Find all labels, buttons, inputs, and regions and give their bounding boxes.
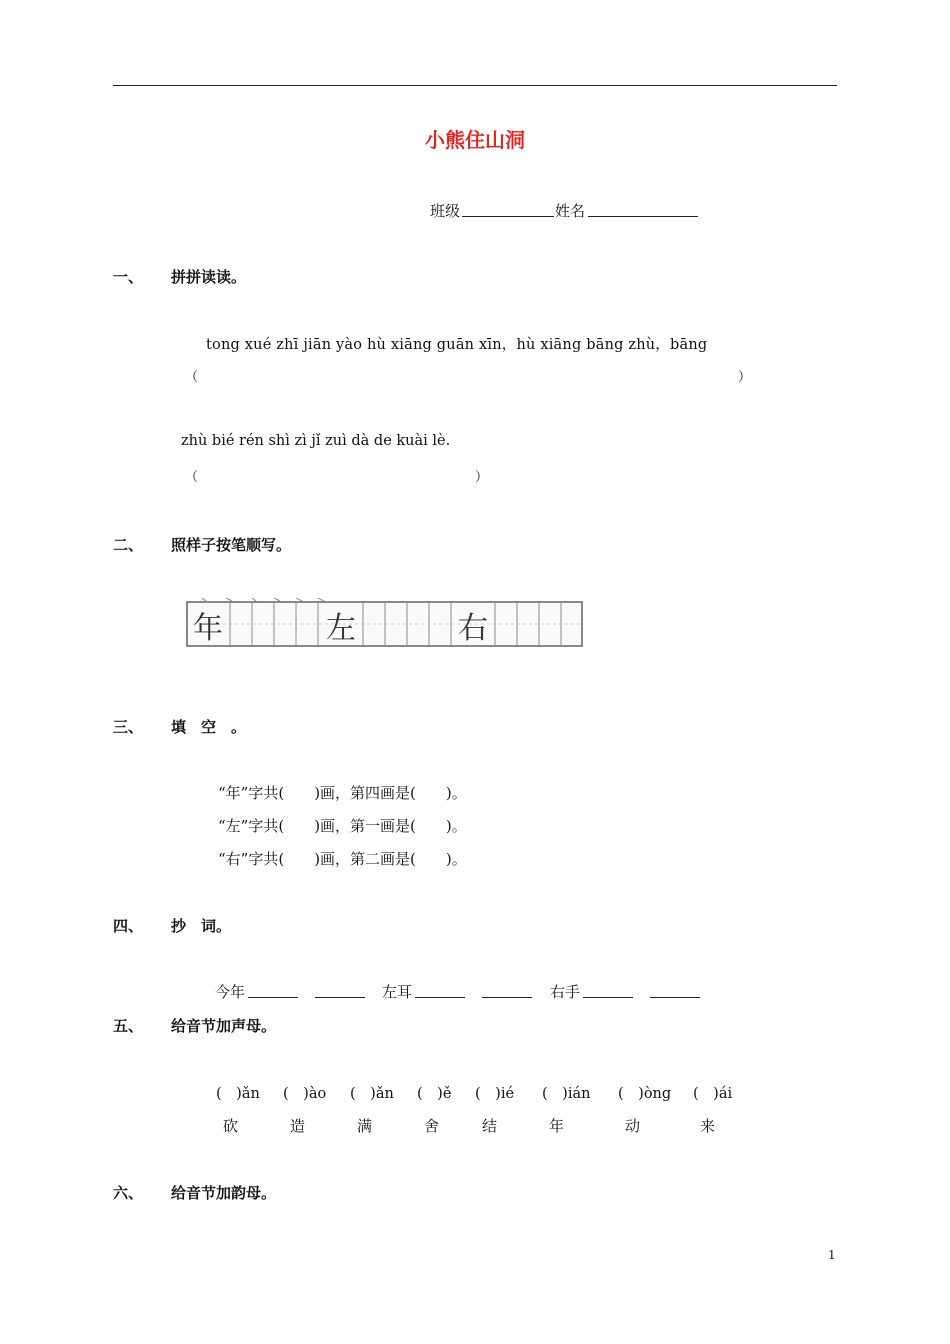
copy-blank[interactable] bbox=[415, 997, 465, 998]
grid-character: 左 bbox=[326, 611, 356, 646]
copy-blank[interactable] bbox=[315, 997, 365, 998]
page-number: 1 bbox=[828, 1248, 836, 1262]
fill-blank-question: “年”字共( )画，第四画是( )。 bbox=[218, 784, 467, 802]
top-rule bbox=[113, 85, 837, 86]
copy-word: 右手 bbox=[550, 983, 581, 1001]
initial-blank[interactable]: ( )ào bbox=[283, 1086, 327, 1102]
grid-character: 年 bbox=[193, 611, 223, 646]
hanzi-character: 动 bbox=[625, 1117, 641, 1135]
pinyin-line-1: tong xué zhī jiān yào hù xiāng guān xīn，hù xiāng bāng zhù，bāng bbox=[206, 337, 708, 353]
initial-blank[interactable]: ( )ǎn bbox=[350, 1086, 394, 1102]
hanzi-character: 舍 bbox=[424, 1117, 440, 1135]
page-title: 小熊住山洞 bbox=[425, 128, 525, 152]
copy-blank[interactable] bbox=[248, 997, 298, 998]
hanzi-character: 年 bbox=[549, 1117, 565, 1135]
hanzi-character: 砍 bbox=[223, 1117, 239, 1135]
class-blank[interactable] bbox=[462, 216, 554, 217]
initial-blank[interactable]: ( )ě bbox=[417, 1086, 452, 1102]
section-title: 给音节加声母。 bbox=[171, 1017, 277, 1035]
grid-character: 右 bbox=[458, 611, 488, 646]
close-paren: ） bbox=[475, 470, 489, 485]
hanzi-character: 来 bbox=[700, 1117, 716, 1135]
section-title: 给音节加韵母。 bbox=[171, 1184, 277, 1202]
initial-blank[interactable]: ( )ián bbox=[542, 1086, 591, 1102]
open-paren: （ bbox=[185, 470, 199, 485]
initial-blank[interactable]: ( )òng bbox=[618, 1086, 672, 1102]
section-number: 二、 bbox=[113, 536, 144, 554]
name-label: 姓名 bbox=[555, 202, 586, 220]
copy-blank[interactable] bbox=[583, 997, 633, 998]
section-number: 六、 bbox=[113, 1184, 144, 1202]
section-number: 五、 bbox=[113, 1017, 144, 1035]
initial-blank[interactable]: ( )ǎn bbox=[216, 1086, 260, 1102]
section-title: 抄 词。 bbox=[171, 917, 232, 935]
copy-blank[interactable] bbox=[650, 997, 700, 998]
cropped-text-fragment bbox=[202, 598, 324, 601]
fill-blank-question: “右”字共( )画，第二画是( )。 bbox=[218, 850, 467, 868]
class-label: 班级 bbox=[430, 202, 461, 220]
pinyin-line-2: zhù bié rén shì zì jǐ zuì dà de kuài lè. bbox=[181, 433, 451, 449]
copy-blank[interactable] bbox=[482, 997, 532, 998]
copy-word: 今年 bbox=[215, 983, 246, 1001]
hanzi-character: 满 bbox=[357, 1117, 373, 1135]
section-number: 四、 bbox=[113, 917, 144, 935]
initial-blank[interactable]: ( )ái bbox=[693, 1086, 733, 1102]
section-title: 填 空 。 bbox=[171, 718, 247, 736]
hanzi-character: 结 bbox=[482, 1117, 498, 1135]
copy-word: 左耳 bbox=[382, 983, 413, 1001]
section-title: 照样子按笔顺写。 bbox=[171, 536, 292, 554]
hanzi-character: 造 bbox=[290, 1117, 306, 1135]
close-paren: ） bbox=[738, 370, 752, 385]
initial-blank[interactable]: ( )ié bbox=[475, 1086, 515, 1102]
section-title: 拼拼读读。 bbox=[171, 268, 247, 286]
name-blank[interactable] bbox=[588, 216, 698, 217]
fill-blank-question: “左”字共( )画，第一画是( )。 bbox=[218, 817, 467, 835]
open-paren: （ bbox=[185, 370, 199, 385]
section-number: 三、 bbox=[113, 718, 144, 736]
section-number: 一、 bbox=[113, 268, 144, 286]
stroke-order-grid-image bbox=[186, 598, 586, 650]
